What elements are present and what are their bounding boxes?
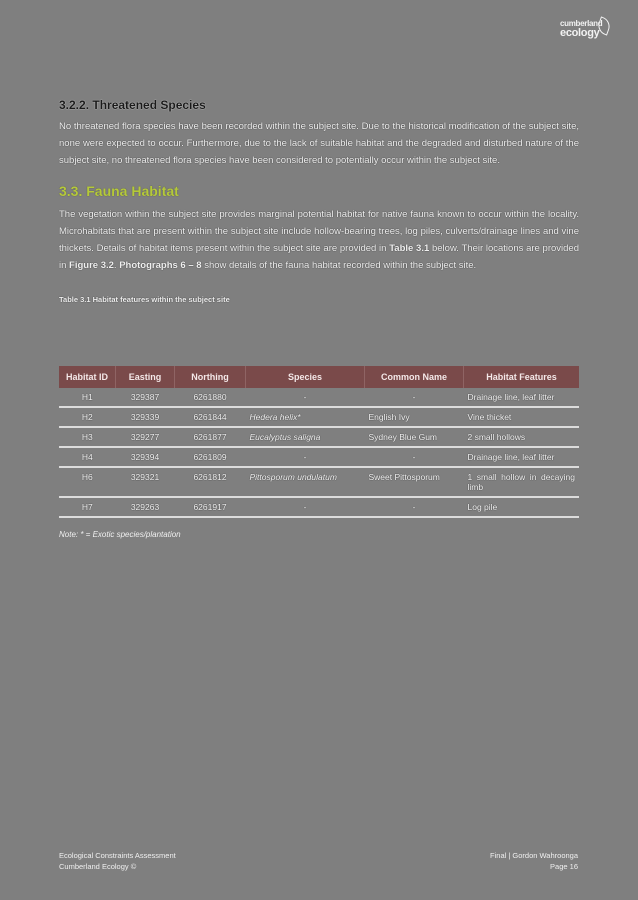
cell-easting: 329394 [116,447,175,467]
cell-species: - [246,447,365,467]
cell-species: - [246,388,365,407]
column-header-species: Species [246,366,365,388]
cell-species: Hedera helix* [246,407,365,427]
cell-northing: 6261877 [175,427,246,447]
cell-habitat-id: H1 [59,388,116,407]
cell-common-name: Sydney Blue Gum [365,427,464,447]
table-reference-link[interactable]: Table 3.1 [389,242,430,254]
table-row [59,497,579,517]
section-heading-threatened-species: 3.2.2. Threatened Species [59,98,206,112]
column-header-northing: Northing [175,366,246,388]
table-row [59,407,579,427]
figure-reference-link[interactable]: Figure 3.2 [69,259,114,271]
cell-habitat-id: H7 [59,497,116,517]
cell-habitat-features: 1 small hollow in decaying limb [464,467,580,497]
column-header-easting: Easting [116,366,175,388]
photograph-reference-link[interactable]: Photographs 6 – 8 [119,259,202,271]
cell-habitat-id: H4 [59,447,116,467]
footer-version: Final | Gordon Wahroonga [490,851,578,860]
table-row [59,447,579,467]
cell-easting: 329277 [116,427,175,447]
text-run: show details of the fauna habitat recorded within the subject site. [201,259,477,271]
footer-copyright: Cumberland Ecology © [59,862,137,871]
column-header-habitat-features: Habitat Features [486,372,557,382]
cell-easting: 329321 [116,467,175,497]
cell-northing: 6261880 [175,388,246,407]
cell-easting: 329263 [116,497,175,517]
logo-line1: cumberland [560,19,603,28]
cell-habitat-features: 2 small hollows [464,427,580,447]
cell-northing: 6261917 [175,497,246,517]
fauna-habitat-paragraph [59,207,579,274]
cell-easting: 329387 [116,388,175,407]
footer-document-title: Ecological Constraints Assessment [59,851,176,860]
cell-habitat-features: Log pile [464,497,580,517]
threatened-species-paragraph: No threatened flora species have been recorded within the subject site. Due to the historical modification of the subject site, none were expected to occur. Furthermore, due to the lack of suitable habitat and the degraded and disturbed nature of the subject site, no threatened flora species have been considered to potentially occur within the subject site. [59,121,579,166]
table-note: Note: * = Exotic species/plantation [59,530,181,539]
document-body [59,98,579,304]
column-header-common-name: Common Name [365,366,464,388]
cell-common-name: Sweet Pittosporum [365,467,464,497]
logo-line2: ecology [560,27,600,39]
cell-common-name: - [365,447,464,467]
table-header-row [59,366,579,388]
cell-common-name: - [365,497,464,517]
footer-right [490,850,578,872]
section-heading-fauna-habitat: 3.3. Fauna Habitat [59,183,179,200]
cell-common-name: - [365,388,464,407]
cell-common-name: English Ivy [365,407,464,427]
table-row [59,388,579,407]
cell-northing: 6261812 [175,467,246,497]
cell-easting: 329339 [116,407,175,427]
table-caption: Table 3.1 Habitat features within the subject site [59,294,230,304]
cell-habitat-features: Vine thicket [464,407,580,427]
cell-northing: 6261844 [175,407,246,427]
cell-species: Eucalyptus saligna [246,427,365,447]
cell-habitat-features: Drainage line, leaf litter [464,388,580,407]
habitat-features-table [59,366,579,518]
cell-habitat-id: H6 [59,467,116,497]
column-header-habitat-id: Habitat ID [59,366,116,388]
page-number: Page 16 [550,862,578,871]
cell-habitat-id: H2 [59,407,116,427]
text-run: below. Their locations are provided in [59,242,579,271]
cell-habitat-id: H3 [59,427,116,447]
table-row [59,427,579,447]
cell-northing: 6261809 [175,447,246,467]
cell-species: Pittosporum undulatum [246,467,365,497]
company-logo [560,20,612,48]
table-row [59,467,579,497]
text-run: . [113,259,120,271]
footer-left [59,850,176,872]
cell-species: - [246,497,365,517]
text-run: The vegetation within the subject site provides marginal potential habitat for native fauna known to occur within the locality. Microhabitats that are present within the subject site include hollow-bearing trees, log piles, culverts/drainage lines and vine thickets. Details of habitat items present within the subject site are provided in [59,209,579,254]
cell-habitat-features: Drainage line, leaf litter [464,447,580,467]
